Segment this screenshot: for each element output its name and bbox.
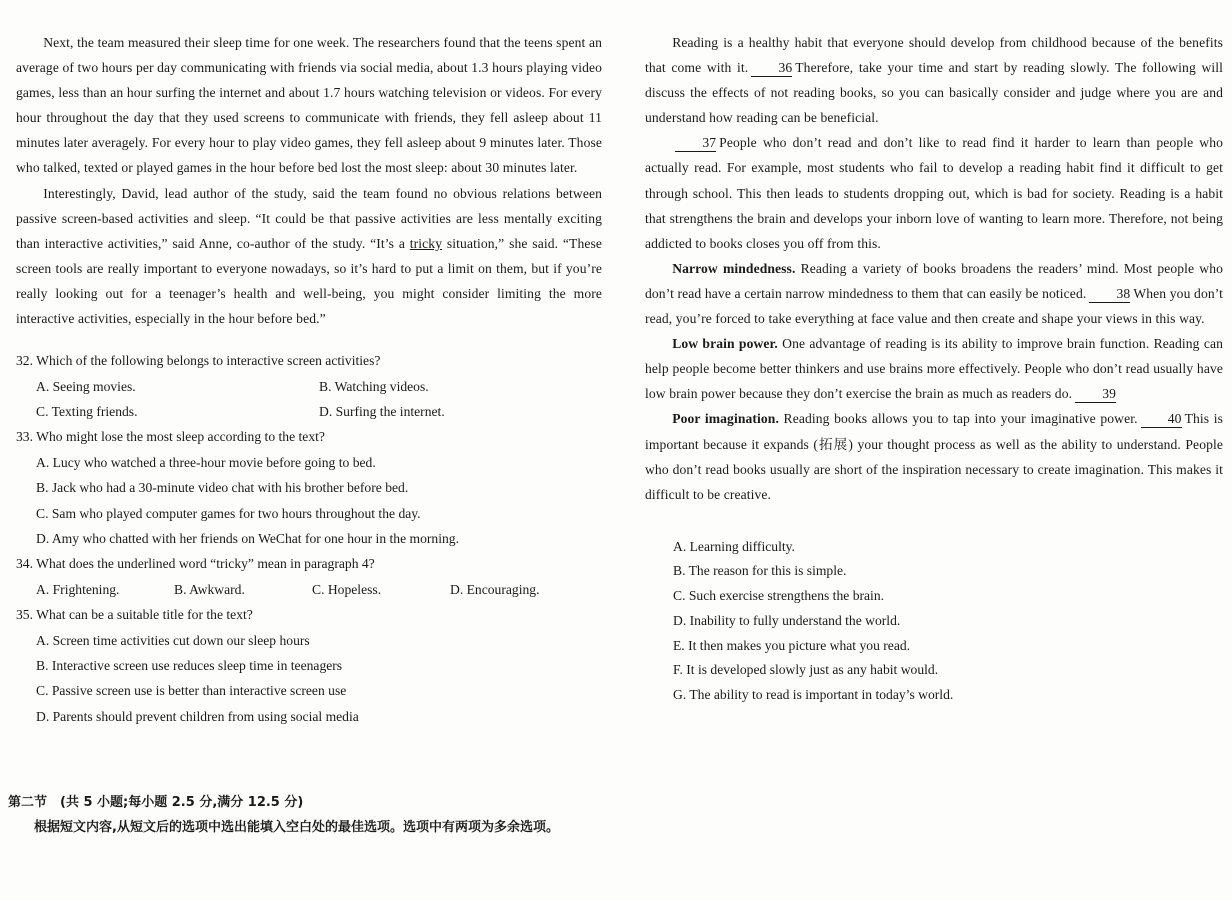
cloze-text: One advantage of reading is its ability to improve brain function. Reading can help people become better thinkers and use brains more effectively. People who don’t read usually have low brain power because they don’t exercise the brain as much as readers do. — [645, 336, 1223, 402]
paragraph-4-text-a: Interestingly, David, lead author of the study, said the team found no obvious relations between passive screen-based activities and sleep. “It could be that passive activities are less mentally exciting than interactive activities,” said Anne, co-author of the study. “It’s a — [16, 185, 602, 251]
left-column — [16, 30, 602, 729]
cloze-paragraph-1 — [645, 30, 1223, 130]
option-a[interactable]: A. Screen time activities cut down our sleep hours — [36, 632, 310, 648]
choice-e[interactable]: E. It then makes you picture what you read. — [673, 637, 911, 653]
cloze-paragraph-4 — [645, 331, 1223, 406]
option-b[interactable]: B. Jack who had a 30-minute video chat with his brother before bed. — [36, 480, 409, 496]
option-list — [16, 450, 602, 552]
blank-36[interactable]: 36 — [751, 60, 792, 77]
option-c[interactable]: C. Texting friends. — [36, 403, 138, 419]
cloze-text: Reading books allows you to tap into your imaginative power. — [783, 411, 1138, 427]
option-b[interactable]: B. Interactive screen use reduces sleep time in teenagers — [36, 658, 343, 673]
question-stem: 33. Who might lose the most sleep according to the text? — [16, 429, 325, 445]
cloze-text: Therefore, take your time and start by reading slowly. The following will discuss the effects of not reading books, so you can basically consider and judge where you are and understand how reading can be beneficial. — [645, 60, 1224, 126]
option-list — [16, 577, 602, 602]
cloze-text: Reading a variety of books broadens the readers’ mind. Most people who don’t read have a certain narrow mindedness to them that can easily be noticed. — [645, 260, 1224, 301]
cloze-paragraph-5 — [645, 406, 1223, 506]
blank-40[interactable]: 40 — [1141, 411, 1182, 428]
section-instruction: 根据短文内容,从短文后的选项中选出能填入空白处的最佳选项。选项中有两项为多余选项。 — [34, 820, 559, 835]
cloze-text: This is important because it expands (拓展) your thought process as well as the ability to understand. People who don’t read books usually are short of the inspiration necessary to create imagination. This makes it difficult to be creative. — [645, 411, 1223, 502]
subheading-narrow-mindedness: Narrow mindedness. — [672, 260, 796, 276]
option-b[interactable]: B. Watching videos. — [319, 378, 429, 394]
question-stem: 35. What can be a suitable title for the text? — [16, 607, 253, 623]
choice-f[interactable]: F. It is developed slowly just as any habit would. — [673, 662, 939, 678]
cloze-text: People who don’t read and don’t like to read find it harder to learn than people who actually read. For example, most students who fail to develop a reading habit find it difficult to get through school. This then leads to students dropping out, which is bad for society. Reading is a habit that strengthens the brain and develops your inborn love of wanting to learn more. Therefore, not being addicted to books closes you off from this. — [645, 135, 1223, 251]
paragraph-4-text-b: situation,” she said. “These screen tools are really important to everyone nowadays, so it’s hard to put a limit on them, but if you’re really looking out for a teenager’s health and well-being, you might consider limiting the more interactive activities, especially in the hour before bed.” — [16, 235, 603, 327]
option-d[interactable]: D. Amy who chatted with her friends on WeChat for one hour in the morning. — [36, 530, 459, 546]
option-a[interactable]: A. Seeing movies. — [36, 378, 136, 394]
option-a[interactable]: A. Frightening. — [36, 581, 120, 597]
blank-37[interactable]: 37 — [675, 135, 716, 152]
option-d[interactable]: D. Surfing the internet. — [319, 403, 445, 419]
option-d[interactable]: D. Parents should prevent children from using social media — [36, 708, 359, 724]
option-c[interactable]: C. Sam who played computer games for two hours throughout the day. — [36, 505, 421, 521]
blank-38[interactable]: 38 — [1089, 286, 1130, 303]
question-35 — [16, 602, 602, 729]
question-34 — [16, 551, 602, 602]
option-a[interactable]: A. Lucy who watched a three-hour movie before going to bed. — [36, 454, 376, 470]
underlined-word-tricky: tricky — [409, 235, 443, 251]
right-column — [645, 30, 1223, 708]
option-c[interactable]: C. Hopeless. — [312, 581, 382, 597]
question-stem: 32. Which of the following belongs to interactive screen activities? — [16, 353, 381, 369]
cloze-text: Reading is a healthy habit that everyone should develop from childhood because of the benefits that come with it. — [645, 35, 1223, 76]
question-33 — [16, 424, 602, 551]
cloze-text: When you don’t read, you’re forced to take everything at face value and then create and shape your views in this way. — [645, 285, 1223, 327]
choice-c[interactable]: C. Such exercise strengthens the brain. — [673, 588, 885, 604]
option-c[interactable]: C. Passive screen use is better than interactive screen use — [36, 683, 347, 699]
passage-paragraph-3: Next, the team measured their sleep time for one week. The researchers found that the teens spent an average of two hours per day communicating with friends via social media, about 1.3 hours playing video games, less than an hour surfing the internet and about 1.7 hours watching television or videos. For every hour throughout the day that they used screens to communicate with friends, they fell asleep about 11 minutes later averagely. For every hour to play video games, they fell asleep about 9 minutes later. Those who talked, texted or played games in the hour before bed lost the most sleep: about 30 minutes later. — [16, 35, 602, 176]
subheading-low-brain-power: Low brain power. — [672, 336, 778, 352]
option-b[interactable]: B. Awkward. — [174, 581, 245, 597]
option-list — [16, 628, 602, 730]
question-stem: 34. What does the underlined word “tricky” mean in paragraph 4? — [16, 556, 375, 572]
option-d[interactable]: D. Encouraging. — [450, 581, 540, 597]
cloze-paragraph-2 — [645, 130, 1223, 255]
question-32 — [16, 348, 602, 424]
choice-g[interactable]: G. The ability to read is important in today’s world. — [673, 687, 954, 702]
option-list — [16, 374, 602, 425]
section-heading: 第二节 (共 5 小题;每小题 2.5 分,满分 12.5 分) — [8, 795, 304, 810]
passage-paragraph-4 — [16, 181, 602, 332]
choice-b[interactable]: B. The reason for this is simple. — [673, 563, 847, 579]
blank-39[interactable]: 39 — [1075, 386, 1116, 403]
choice-a[interactable]: A. Learning difficulty. — [673, 538, 795, 554]
choice-d[interactable]: D. Inability to fully understand the world. — [673, 612, 901, 628]
section-two-header — [8, 790, 600, 840]
subheading-poor-imagination: Poor imagination. — [672, 411, 779, 427]
cloze-paragraph-3 — [645, 256, 1223, 331]
choice-list — [645, 535, 1223, 708]
